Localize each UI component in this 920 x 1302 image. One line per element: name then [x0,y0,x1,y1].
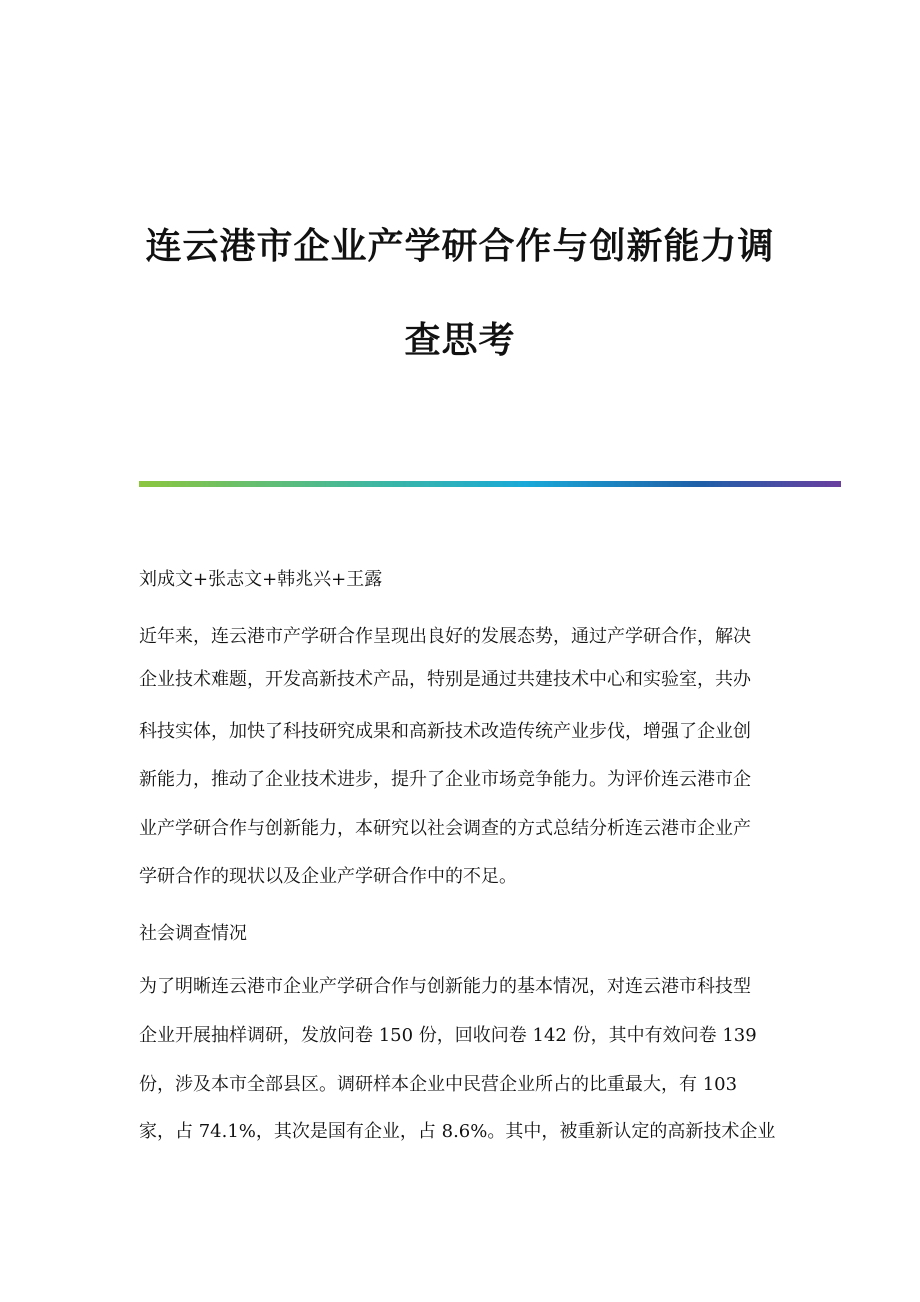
document-title-line-2: 查思考 [404,320,516,361]
paragraph-1-line: 学研合作的现状以及企业产学研合作中的不足。 [139,866,517,887]
paragraph-1-line: 科技实体，加快了科技研究成果和高新技术改造传统产业步伐，增强了企业创 [139,721,751,742]
paragraph-2-line: 家，占 74.1%，其次是国有企业，占 8.6%。其中，被重新认定的高新技术企业 [139,1121,776,1142]
title-divider [139,481,841,487]
paragraph-2-line: 份，涉及本市全部县区。调研样本企业中民营企业所占的比重最大，有 103 [139,1074,738,1095]
paragraph-1-line: 业产学研合作与创新能力，本研究以社会调查的方式总结分析连云港市企业产 [139,818,751,839]
paragraph-1-line: 企业技术难题，开发高新技术产品，特别是通过共建技术中心和实验室，共办 [139,669,751,690]
section-heading: 社会调查情况 [139,923,247,944]
paragraph-2-line: 为了明晰连云港市企业产学研合作与创新能力的基本情况，对连云港市科技型 [139,976,751,997]
authors: 刘成文+张志文+韩兆兴+王露 [139,569,383,590]
paragraph-1-line: 新能力，推动了企业技术进步，提升了企业市场竞争能力。为评价连云港市企 [139,769,751,790]
paragraph-2-line: 企业开展抽样调研，发放问卷 150 份，回收问卷 142 份，其中有效问卷 139 [139,1025,757,1046]
paragraph-1-line: 近年来，连云港市产学研合作呈现出良好的发展态势，通过产学研合作，解决 [139,626,751,647]
document-title-line-1: 连云港市企业产学研合作与创新能力调 [145,226,775,267]
